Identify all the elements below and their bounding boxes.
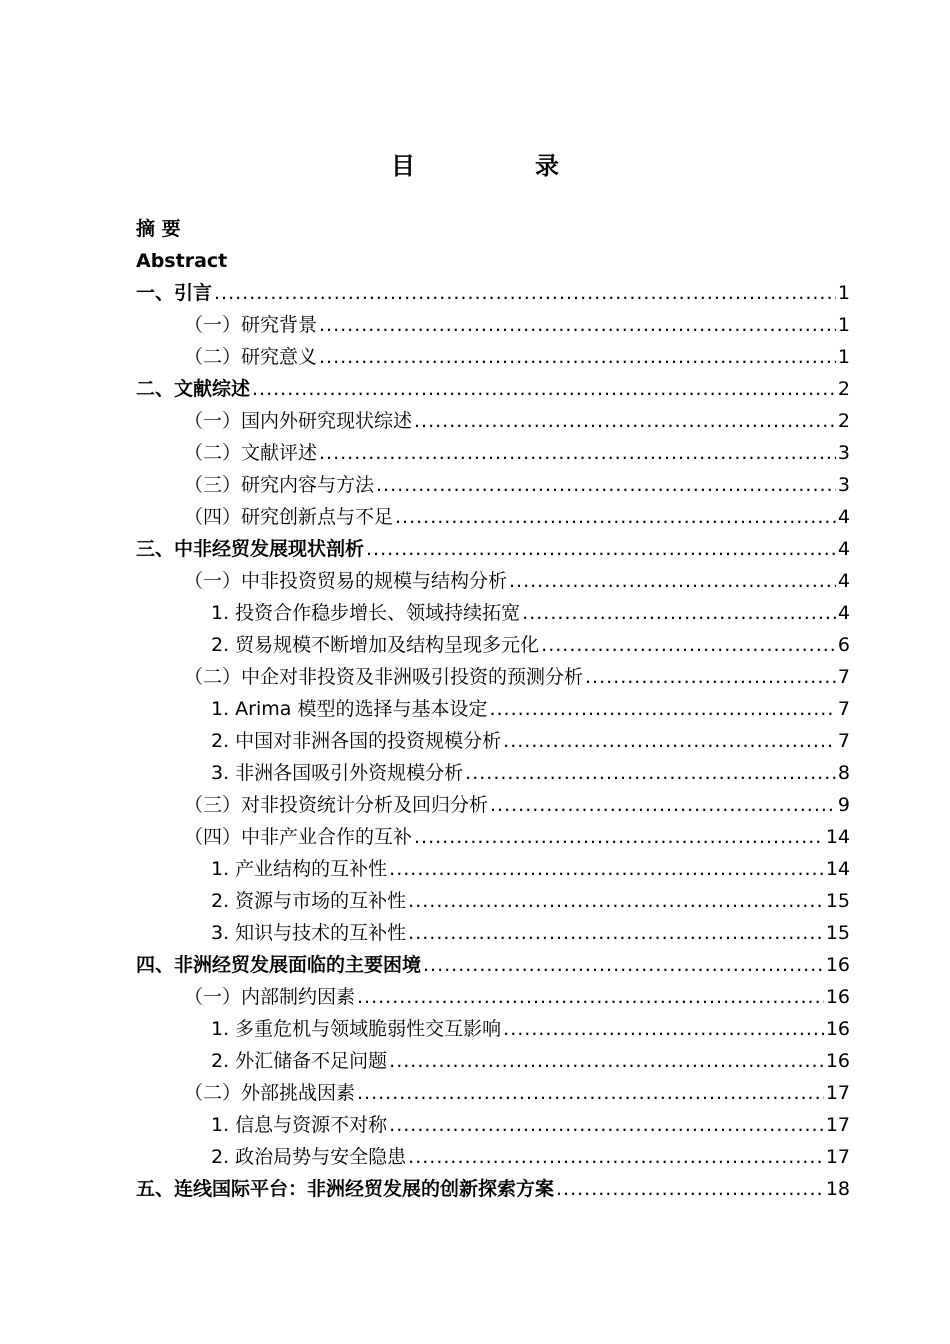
- toc-entry-text: 四、非洲经贸发展面临的主要困境: [136, 954, 422, 976]
- dot-leader: [556, 1173, 824, 1205]
- dot-leader: [389, 1109, 824, 1141]
- toc-page-number: 6: [837, 634, 850, 656]
- toc-page-number: 4: [837, 602, 850, 624]
- toc-entry[interactable]: [136, 981, 850, 1013]
- dot-leader: [408, 885, 824, 917]
- toc-entry-text: （四）研究创新点与不足: [184, 506, 394, 528]
- toc-page-number: 17: [825, 1146, 850, 1168]
- toc-entry[interactable]: [136, 1077, 850, 1109]
- toc-entry[interactable]: [136, 1109, 850, 1141]
- dot-leader: [389, 1045, 824, 1077]
- toc-entry[interactable]: [136, 277, 850, 309]
- dot-leader: [490, 789, 836, 821]
- toc-entry-text: 二、文献综述: [136, 378, 251, 400]
- dot-leader: [489, 693, 835, 725]
- toc-entry-text: （二）文献评述: [184, 442, 318, 464]
- toc-entry[interactable]: [136, 565, 850, 597]
- toc-entry[interactable]: [136, 693, 850, 725]
- toc-entry-text: （一）中非投资贸易的规模与结构分析: [184, 570, 508, 592]
- toc-page-number: 14: [825, 826, 850, 848]
- toc-entry[interactable]: [136, 757, 850, 789]
- dot-leader: [395, 501, 836, 533]
- dot-leader: [319, 437, 836, 469]
- toc-page-number: 3: [837, 442, 850, 464]
- table-of-contents: [136, 213, 850, 1205]
- dot-leader: [357, 1077, 824, 1109]
- toc-entry-text: 1. 投资合作稳步增长、领域持续拓宽: [211, 602, 521, 624]
- toc-page-number: 18: [825, 1178, 850, 1200]
- toc-entry-text: 1. 多重危机与领域脆弱性交互影响: [211, 1018, 502, 1040]
- toc-page-number: 15: [825, 890, 850, 912]
- dot-leader: [585, 661, 836, 693]
- dot-leader: [408, 1141, 824, 1173]
- toc-entry-text: 3. 知识与技术的互补性: [211, 922, 407, 944]
- toc-entry[interactable]: [136, 341, 850, 373]
- dot-leader: [252, 373, 836, 405]
- toc-page-number: 8: [837, 762, 850, 784]
- toc-entry-text: 2. 资源与市场的互补性: [211, 890, 407, 912]
- toc-entry-text: （一）内部制约因素: [184, 986, 356, 1008]
- toc-entry-text: （一）研究背景: [184, 314, 318, 336]
- toc-page-number: 15: [825, 922, 850, 944]
- dot-leader: [503, 1013, 824, 1045]
- toc-page-number: 1: [837, 282, 850, 304]
- toc-page-number: 7: [837, 730, 850, 752]
- toc-page-number: 17: [825, 1082, 850, 1104]
- toc-page-number: 1: [837, 346, 850, 368]
- toc-entry[interactable]: [136, 309, 850, 341]
- toc-entry[interactable]: [136, 405, 850, 437]
- toc-entry[interactable]: [136, 917, 850, 949]
- toc-entry-text: （四）中非产业合作的互补: [184, 826, 413, 848]
- toc-entry-text: 摘 要: [136, 218, 181, 240]
- toc-entry[interactable]: [136, 469, 850, 501]
- toc-entry[interactable]: [136, 501, 850, 533]
- dot-leader: [541, 629, 836, 661]
- toc-entry[interactable]: [136, 597, 850, 629]
- toc-page-number: 1: [837, 314, 850, 336]
- toc-entry-text: 1. 信息与资源不对称: [211, 1114, 388, 1136]
- dot-leader: [465, 757, 836, 789]
- toc-entry[interactable]: [136, 949, 850, 981]
- toc-page-number: 4: [837, 506, 850, 528]
- toc-page-number: 14: [825, 858, 850, 880]
- toc-entry[interactable]: [136, 213, 850, 245]
- dot-leader: [319, 309, 836, 341]
- toc-entry[interactable]: [136, 821, 850, 853]
- toc-entry[interactable]: [136, 853, 850, 885]
- toc-entry-text: 2. 贸易规模不断增加及结构呈现多元化: [211, 634, 540, 656]
- dot-leader: [509, 565, 836, 597]
- toc-entry-text: 3. 非洲各国吸引外资规模分析: [211, 762, 464, 784]
- page-title: 目 录: [391, 152, 607, 180]
- toc-page-number: 17: [825, 1114, 850, 1136]
- toc-entry-text: （二）外部挑战因素: [184, 1082, 356, 1104]
- toc-entry-text: 1. 产业结构的互补性: [211, 858, 388, 880]
- toc-entry[interactable]: [136, 1141, 850, 1173]
- toc-entry[interactable]: [136, 789, 850, 821]
- toc-entry-text: 2. 政治局势与安全隐患: [211, 1146, 407, 1168]
- dot-leader: [357, 981, 824, 1013]
- toc-entry-text: 2. 中国对非洲各国的投资规模分析: [211, 730, 502, 752]
- toc-entry-text: 2. 外汇储备不足问题: [211, 1050, 388, 1072]
- toc-page-number: 9: [837, 794, 850, 816]
- toc-page-number: 3: [837, 474, 850, 496]
- dot-leader: [389, 853, 824, 885]
- toc-entry-text: （二）研究意义: [184, 346, 318, 368]
- dot-leader: [423, 949, 824, 981]
- toc-entry-text: 三、中非经贸发展现状剖析: [136, 538, 365, 560]
- toc-page-number: 16: [825, 986, 850, 1008]
- toc-page-number: 4: [837, 538, 850, 560]
- toc-page-number: 2: [837, 410, 850, 432]
- toc-entry[interactable]: [136, 1173, 850, 1205]
- dot-leader: [408, 917, 824, 949]
- dot-leader: [414, 405, 836, 437]
- dot-leader: [522, 597, 836, 629]
- toc-page-number: 16: [825, 954, 850, 976]
- dot-leader: [366, 533, 836, 565]
- toc-entry-text: 一、引言: [136, 282, 213, 304]
- toc-entry[interactable]: [136, 245, 850, 277]
- toc-entry[interactable]: [136, 661, 850, 693]
- toc-page-number: 2: [837, 378, 850, 400]
- toc-entry[interactable]: [136, 373, 850, 405]
- toc-page-number: 4: [837, 570, 850, 592]
- dot-leader: [214, 277, 836, 309]
- toc-page-number: 7: [837, 666, 850, 688]
- dot-leader: [414, 821, 824, 853]
- toc-page-number: 16: [825, 1050, 850, 1072]
- toc-page-number: 16: [825, 1018, 850, 1040]
- toc-entry-text: 1. Arima 模型的选择与基本设定: [211, 698, 488, 720]
- dot-leader: [376, 469, 836, 501]
- toc-entry[interactable]: [136, 1045, 850, 1077]
- toc-entry[interactable]: [136, 533, 850, 565]
- toc-entry[interactable]: [136, 1013, 850, 1045]
- toc-entry[interactable]: [136, 629, 850, 661]
- toc-entry-text: （三）对非投资统计分析及回归分析: [184, 794, 489, 816]
- toc-entry-text: （一）国内外研究现状综述: [184, 410, 413, 432]
- toc-page-number: 7: [837, 698, 850, 720]
- toc-entry-text: 五、连线国际平台：非洲经贸发展的创新探索方案: [136, 1178, 555, 1200]
- toc-entry-text: Abstract: [136, 250, 228, 272]
- toc-entry[interactable]: [136, 725, 850, 757]
- toc-entry-text: （二）中企对非投资及非洲吸引投资的预测分析: [184, 666, 584, 688]
- dot-leader: [319, 341, 836, 373]
- toc-entry[interactable]: [136, 437, 850, 469]
- dot-leader: [503, 725, 836, 757]
- toc-entry-text: （三）研究内容与方法: [184, 474, 375, 496]
- toc-entry[interactable]: [136, 885, 850, 917]
